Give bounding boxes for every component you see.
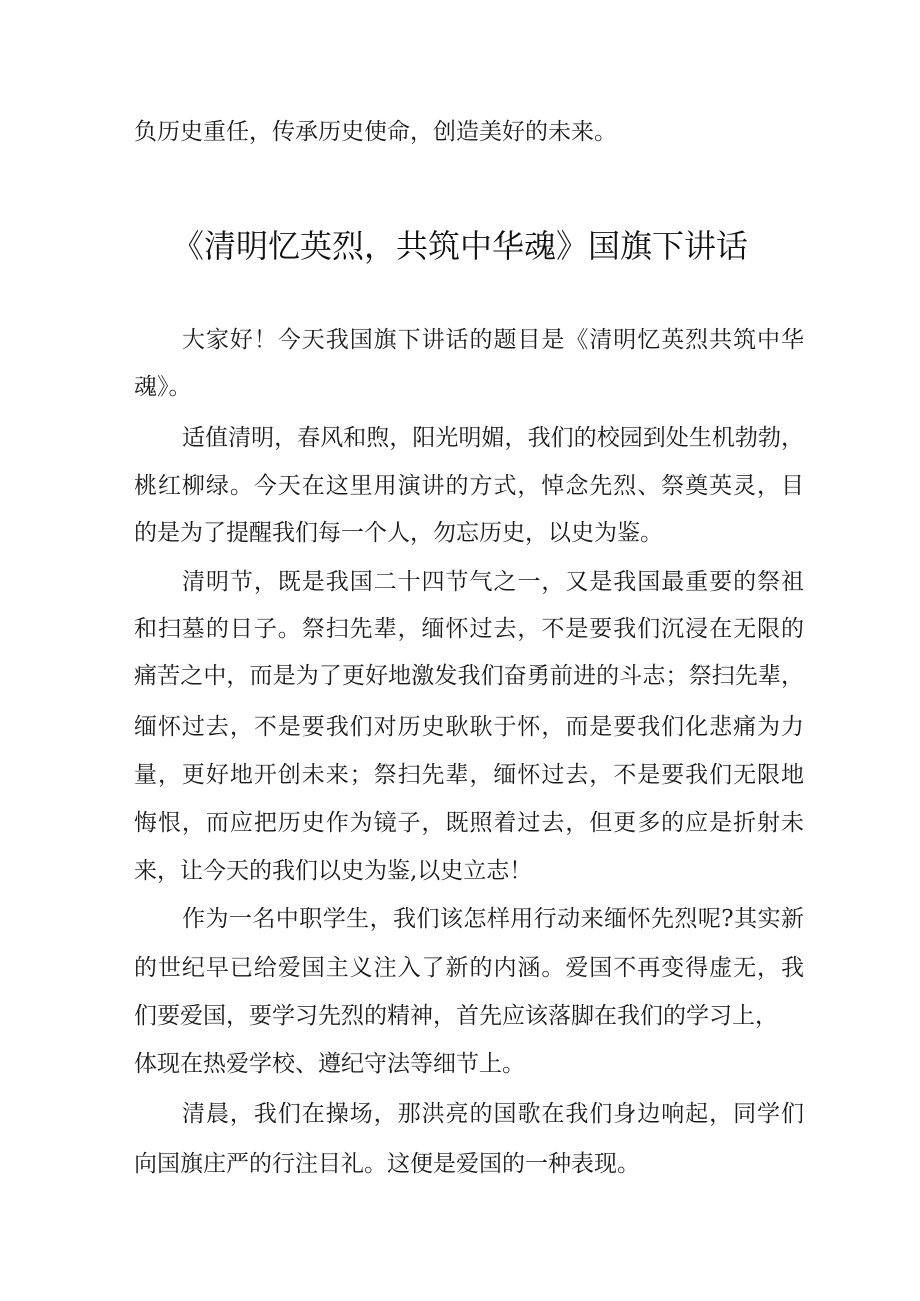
paragraph-line: 体现在热爱学校、遵纪守法等细节上。 xyxy=(134,1051,525,1077)
paragraph-line: 来，让今天的我们以史为鉴,以史立志！ xyxy=(134,858,533,884)
paragraph-line: 悔恨，而应把历史作为镜子，既照着过去，但更多的应是折射未 xyxy=(134,810,804,836)
paragraph-line: 大家好！今天我国旗下讲话的题目是《清明忆英烈共筑中华 xyxy=(182,327,804,353)
paragraph-line: 和扫墓的日子。祭扫先辈，缅怀过去，不是要我们沉浸在无限的 xyxy=(134,616,804,642)
paragraph-line: 适值清明，春风和煦，阳光明媚，我们的校园到处生机勃勃， xyxy=(182,425,804,451)
paragraph-line: 清明节，既是我国二十四节气之一，又是我国最重要的祭祖 xyxy=(182,569,804,595)
paragraph-line: 清晨，我们在操场，那洪亮的国歌在我们身边响起，同学们 xyxy=(182,1101,804,1127)
paragraph-line: 的世纪早已给爱国主义注入了新的内涵。爱国不再变得虚无，我 xyxy=(134,955,804,981)
paragraph-line: 量，更好地开创未来；祭扫先辈，缅怀过去，不是要我们无限地 xyxy=(134,762,804,788)
paragraph-line: 的是为了提醒我们每一个人，勿忘历史，以史为鉴。 xyxy=(134,520,663,546)
paragraph-line: 桃红柳绿。今天在这里用演讲的方式，悼念先烈、祭奠英灵，目 xyxy=(134,473,804,499)
carryover-line: 负历史重任，传承历史使命，创造美好的未来。 xyxy=(134,119,617,145)
paragraph-line: 魂》。 xyxy=(134,374,192,400)
paragraph-line: 作为一名中职学生，我们该怎样用行动来缅怀先烈呢?其实新 xyxy=(182,906,804,932)
speech-title: 《清明忆英烈，共筑中华魂》国旗下讲话 xyxy=(171,227,748,265)
paragraph-line: 痛苦之中，而是为了更好地激发我们奋勇前进的斗志；祭扫先辈， xyxy=(134,663,804,689)
paragraph-line: 们要爱国，要学习先烈的精神，首先应该落脚在我们的学习上， xyxy=(134,1003,778,1029)
paragraph-line: 缅怀过去，不是要我们对历史耿耿于怀，而是要我们化悲痛为力 xyxy=(134,714,804,740)
paragraph-line: 向国旗庄严的行注目礼。这便是爱国的一种表现。 xyxy=(134,1151,640,1177)
